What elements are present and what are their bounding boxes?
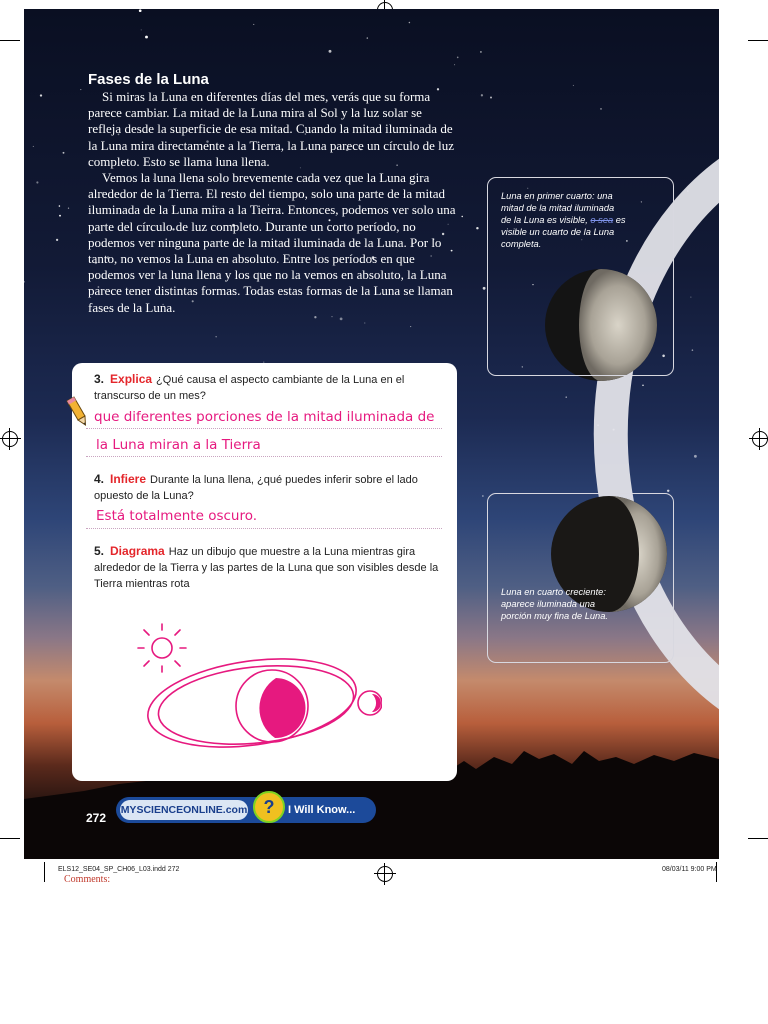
section-title: Fases de la Luna <box>88 71 209 88</box>
first-quarter-box <box>487 177 674 376</box>
crop-mark <box>0 40 20 41</box>
crop-mark <box>748 838 768 839</box>
star <box>461 216 462 217</box>
caption-strikethrough: o sea <box>590 215 614 225</box>
star <box>40 94 42 96</box>
paragraph-2: Vemos la luna llena solo brevemente cada vez que la Luna gira alrededor de la Tierra. El resto del tiempo, solo una parte de la mitad iluminada de la Luna mira a la Tierra. Entonces, podemos ver solo una parte del círculo de luz completo. Durante un corto período, no podemos ver ninguna parte de la mitad iluminada de la Luna. Por lo tanto, no vemos la Luna en absoluto. Entre los períodos en que podemos ver la luna llena y los que no la vemos en absoluto, la Luna parece tener distintas formas. Todas estas formas de la Luna se llaman fases de la Luna. <box>88 170 456 315</box>
question-number: 4. <box>94 472 105 486</box>
star <box>642 385 644 387</box>
registration-mark-icon <box>2 431 18 447</box>
star <box>33 146 34 147</box>
star <box>68 208 69 209</box>
answer-line <box>86 528 442 529</box>
star <box>253 24 254 25</box>
star <box>56 239 58 241</box>
star <box>454 64 455 65</box>
lesson-text <box>88 71 458 316</box>
question-keyword: Infiere <box>110 472 147 486</box>
registration-mark-icon <box>752 431 768 447</box>
question-3 <box>94 371 439 404</box>
star <box>24 281 25 283</box>
textbook-page <box>24 9 719 859</box>
star <box>216 336 217 337</box>
slug-comments: Comments: <box>64 874 111 885</box>
star <box>410 326 411 327</box>
crop-mark <box>748 40 768 41</box>
slug-right: 08/03/11 9:00 PM <box>662 866 717 873</box>
caption-text: es visible un cuarto de la Luna completa. <box>501 215 626 249</box>
pencil-icon <box>66 395 90 429</box>
page-number: 272 <box>86 811 107 825</box>
star <box>36 181 38 183</box>
question-text: Haz un dibujo que muestre a la Luna mientras gira alrededor de la Tierra y las partes de la Luna que son visibles desde la Tierra mientras rota <box>94 546 439 590</box>
crescent-caption: Luna en cuarto creciente: aparece iluminada una porción muy fina de Luna. <box>501 587 608 621</box>
star <box>481 94 483 96</box>
crop-mark <box>0 838 20 839</box>
star <box>340 318 343 321</box>
slug-left: ELS12_SE04_SP_CH06_L03.indd 272 <box>58 866 180 873</box>
student-drawing <box>122 608 382 758</box>
answer-4: Está totalmente oscuro. <box>96 508 258 524</box>
question-number: 5. <box>94 544 105 558</box>
question-text: ¿Qué causa el aspecto cambiante de la Luna en el transcurso de un mes? <box>94 374 405 402</box>
star <box>694 455 697 458</box>
question-mark-icon: ? <box>253 791 285 823</box>
star <box>690 297 691 298</box>
star <box>409 22 411 24</box>
answer-3-line-1: que diferentes porciones de la mitad iluminada de <box>94 409 435 425</box>
star <box>59 215 61 217</box>
star <box>600 108 602 110</box>
crescent-box <box>487 493 674 663</box>
star <box>145 36 148 39</box>
star <box>314 316 316 318</box>
question-4 <box>94 471 439 504</box>
star <box>141 29 142 30</box>
footer-link-bar[interactable] <box>116 797 376 823</box>
star <box>480 51 482 53</box>
star <box>667 490 669 492</box>
star <box>139 9 142 12</box>
question-box <box>72 363 457 781</box>
star <box>476 227 478 229</box>
question-text: Durante la luna llena, ¿qué puedes inferir sobre el lado opuesto de la Luna? <box>94 474 418 502</box>
question-number: 3. <box>94 372 105 386</box>
answer-line <box>86 428 442 429</box>
paragraph-1: Si miras la Luna en diferentes días del mes, verás que su forma parece cambiar. La mitad de la Luna mira al Sol y la luz solar se refleja desde la superficie de esa mitad. Cuando la mitad iluminada de la Luna mira directamente a la Tierra, la Luna parece un círculo de luz completo. Esto se llama luna llena. <box>88 89 454 169</box>
star <box>329 50 332 53</box>
star <box>457 57 459 59</box>
question-5 <box>94 543 439 592</box>
caption-text: Luna en primer cuarto: una mitad de la mitad iluminada de la Luna es visible, <box>501 191 615 225</box>
star <box>59 205 61 207</box>
i-will-know-label: I Will Know... <box>288 804 356 816</box>
answer-3-line-2: la Luna miran a la Tierra <box>96 437 261 453</box>
question-keyword: Explica <box>110 372 153 386</box>
star <box>566 396 567 397</box>
star <box>482 495 483 496</box>
star <box>483 287 486 290</box>
myscienceonline-link[interactable]: MYSCIENCEONLINE.com <box>120 800 248 820</box>
star <box>367 37 368 38</box>
answer-line <box>86 456 442 457</box>
crop-mark <box>44 862 45 882</box>
registration-mark-icon <box>377 866 393 882</box>
first-quarter-caption <box>501 190 626 250</box>
question-keyword: Diagrama <box>110 544 165 558</box>
star <box>332 316 333 317</box>
star <box>80 89 81 90</box>
star <box>573 85 574 86</box>
star <box>692 349 694 351</box>
star <box>490 96 492 98</box>
star <box>364 322 365 323</box>
star <box>63 152 65 154</box>
